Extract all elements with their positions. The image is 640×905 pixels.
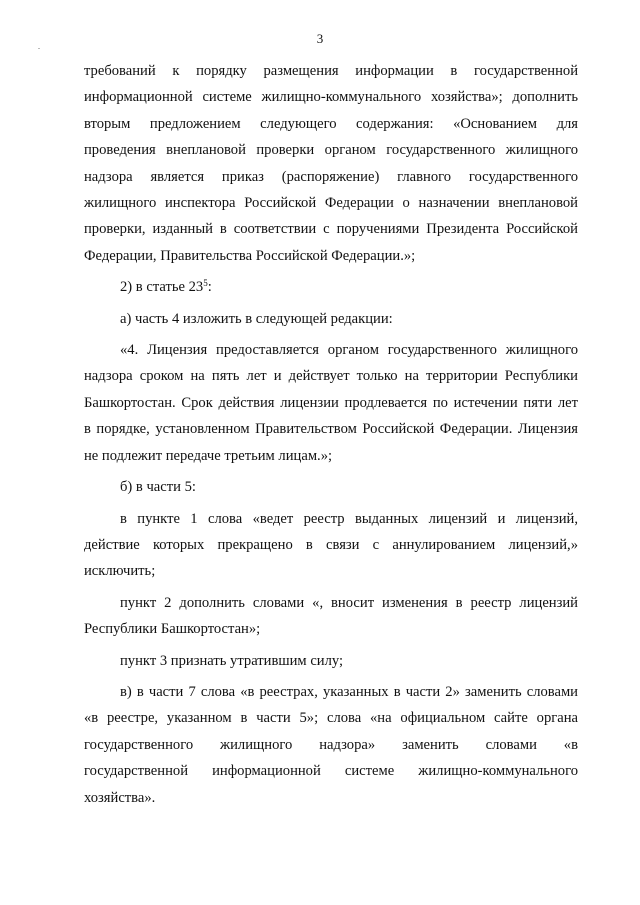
article-heading-text: 2) в статье 23 [120, 279, 204, 296]
text-line: государственного жилищного надзора» заменить словами «в [84, 736, 578, 753]
article-heading [84, 274, 578, 300]
text-line: Федерации, Правительства Российской Федерации.»; [84, 247, 416, 264]
text-line: действие которых прекращено в связи с аннулированием лицензий,» [84, 536, 578, 553]
document-body [84, 58, 578, 811]
text-line: надзора сроком на пять лет и действует только на территории Республики [84, 368, 578, 385]
text-line: требований к порядку размещения информации в государственной [84, 63, 578, 79]
text-line: пункт 3 признать утратившим силу; [120, 652, 344, 669]
text-line: «4. Лицензия предоставляется органом государственного жилищного [120, 342, 578, 359]
page-number: 3 [316, 31, 324, 46]
text-line: государственной информационной системе жилищно-коммунального [84, 763, 578, 780]
text-line: надзора является приказ (распоряжение) главного государственного [84, 168, 578, 185]
text-line: не подлежит передаче третьим лицам.»; [84, 447, 333, 464]
text-line: «в реестре, указанном в части 5»; слова «на официальном сайте органа [84, 710, 578, 727]
text-line: а) часть 4 изложить в следующей редакции: [120, 310, 393, 327]
text-line: информационной системе жилищно-коммунального хозяйства»; дополнить [84, 89, 578, 106]
text-line: жилищного инспектора Российской Федерации о назначении внеплановой [84, 195, 578, 212]
scan-artifact-dot [38, 48, 40, 49]
text-line: хозяйства». [84, 789, 156, 806]
text-line: Башкортостан. Срок действия лицензии продлевается по истечении пяти лет [84, 394, 578, 411]
text-line: проведения внеплановой проверки органом государственного жилищного [84, 142, 578, 159]
article-superscript: 5 [203, 278, 208, 289]
text-line: в порядке, установленном Правительством Российской Федерации. Лицензия [84, 421, 578, 438]
text-line: в) в части 7 слова «в реестрах, указанных в части 2» заменить словами [120, 683, 578, 700]
text-line: в пункте 1 слова «ведет реестр выданных лицензий и лицензий, [120, 510, 578, 527]
text-line: Республики Башкортостан»; [84, 621, 261, 638]
text-line: б) в части 5: [120, 479, 196, 496]
text-line: пункт 2 дополнить словами «, вносит изменения в реестр лицензий [120, 594, 578, 611]
article-heading-colon: : [207, 279, 212, 296]
text-line: проверки, изданный в соответствии с поручениями Президента Российской [84, 221, 578, 238]
text-line: исключить; [84, 563, 156, 580]
text-line: вторым предложением следующего содержания: «Основанием для [84, 115, 578, 132]
